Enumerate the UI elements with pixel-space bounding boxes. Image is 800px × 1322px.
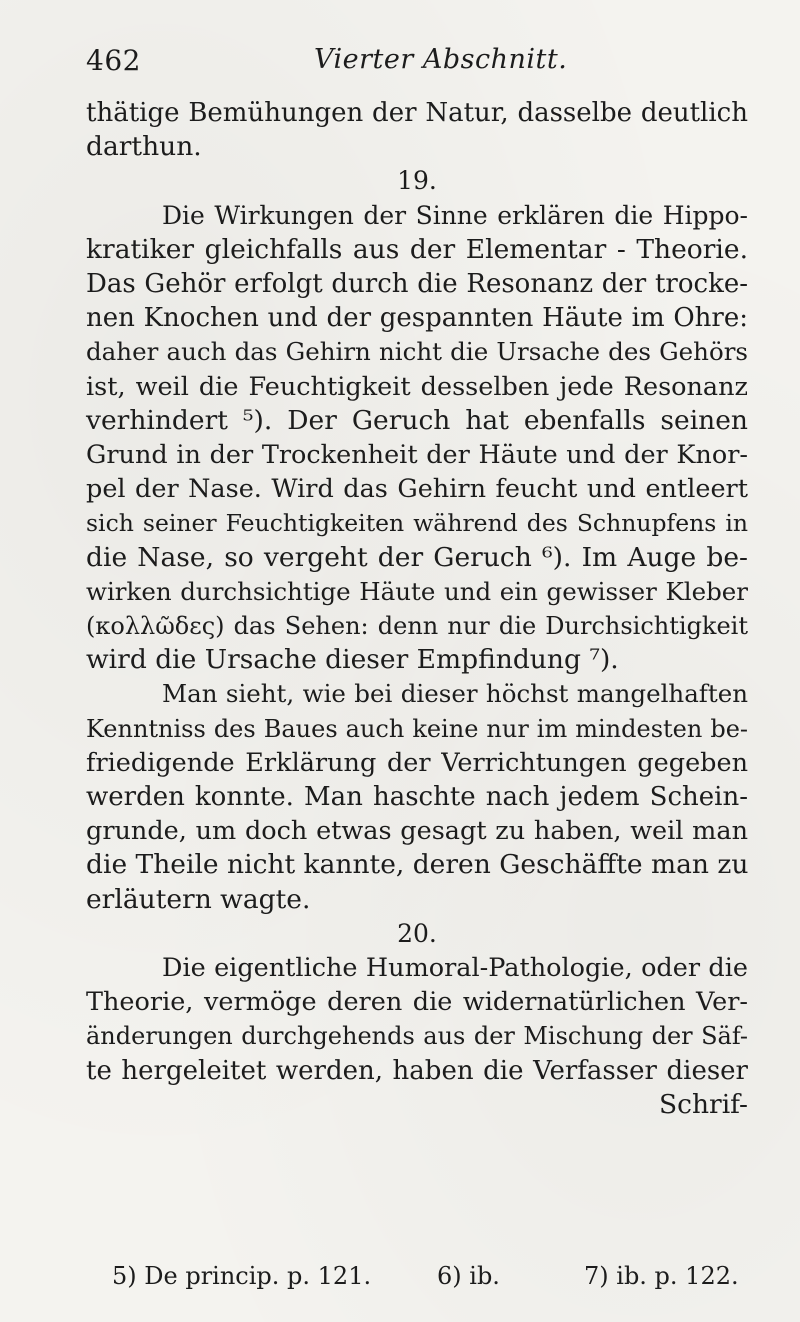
text-line: ist, weil die Feuchtigkeit desselben jede Resonanz <box>86 371 748 402</box>
text-line: die Theile nicht kannte, deren Geschäffte man zu <box>86 849 749 881</box>
text-line: darthun. <box>86 131 202 163</box>
footnotes <box>112 1262 739 1298</box>
text-line: sich seiner Feuchtigkeiten während des Schnupfens in <box>86 509 748 538</box>
text-line: pel der Nase. Wird das Gehirn feucht und entleert <box>86 474 748 505</box>
text-line: werden konnte. Man haschte nach jedem Schein- <box>86 782 748 813</box>
text-line: wirken durchsichtige Häute und ein gewisser Kleber <box>86 576 748 606</box>
text-line: Die eigentliche Humoral-Pathologie, oder die <box>162 953 748 984</box>
text-line: friedigende Erklärung der Verrichtungen gegeben <box>86 747 748 778</box>
text-line: Die Wirkungen der Sinne erklären die Hippo- <box>162 200 748 230</box>
section-number: 19. <box>397 166 437 196</box>
text-line: wird die Ursache dieser Empfindung ⁷). <box>86 644 619 676</box>
text-line: (κολλῶδες) das Sehen: denn nur die Durchsichtigkeit <box>86 612 748 641</box>
text-line: Grund in der Trockenheit der Häute und der Knor- <box>86 440 748 471</box>
text-line: die Nase, so vergeht der Geruch ⁶). Im Auge be- <box>86 541 748 573</box>
running-head: Vierter Abschnitt. <box>314 44 568 75</box>
text-line: Man sieht, wie bei dieser höchst mangelhaften <box>162 679 748 709</box>
text-line: grunde, um doch etwas gesagt zu haben, weil man <box>86 816 748 847</box>
text-line: daher auch das Gehirn nicht die Ursache des Gehörs <box>86 337 748 367</box>
footnote-7: 7) ib. p. 122. <box>584 1262 739 1290</box>
text-line: Theorie, vermöge deren die widernatürlichen Ver- <box>86 987 748 1018</box>
text-line: Kenntniss des Baues auch keine nur im mindesten be- <box>86 714 748 743</box>
catchword: Schrif- <box>658 1088 748 1120</box>
text-line: verhindert ⁵). Der Geruch hat ebenfalls seinen <box>86 404 748 436</box>
text-line: kratiker gleichfalls aus der Elementar - Theorie. <box>86 233 748 265</box>
body-text <box>86 96 748 1122</box>
text-line: erläutern wagte. <box>86 883 311 915</box>
page-number: 462 <box>86 44 141 77</box>
footnote-6: 6) ib. <box>437 1262 500 1290</box>
text-line: te hergeleitet werden, haben die Verfasser dieser <box>86 1055 748 1086</box>
text-line: nen Knochen und der gespannten Häute im Ohre: <box>86 303 748 334</box>
section-number: 20. <box>397 918 437 948</box>
footnote-5: 5) De princip. p. 121. <box>112 1262 372 1290</box>
text-line: änderungen durchgehends aus der Mischung der Säf- <box>86 1022 748 1051</box>
text-line: Das Gehör erfolgt durch die Resonanz der trocke- <box>86 269 748 300</box>
page-header <box>86 40 746 84</box>
text-line: thätige Bemühungen der Natur, dasselbe deutlich <box>86 98 748 128</box>
